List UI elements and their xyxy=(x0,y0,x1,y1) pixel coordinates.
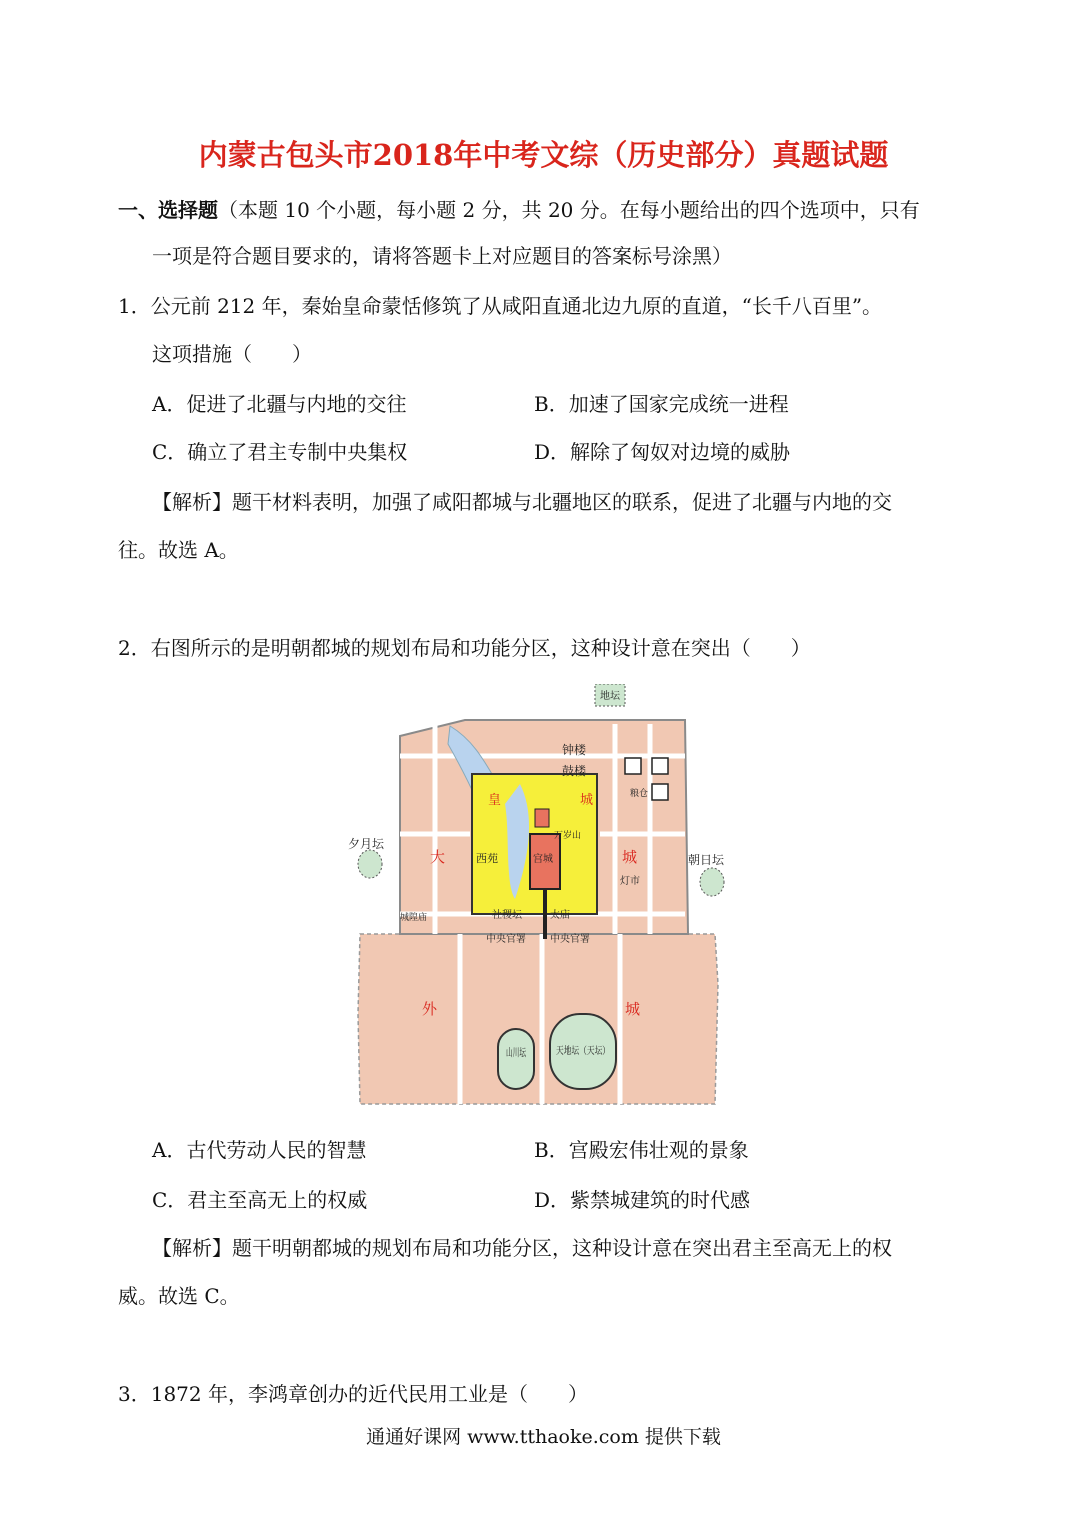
q2-analysis-line1: 【解析】题干明朝都城的规划布局和功能分区，这种设计意在突出君主至高无上的权 xyxy=(152,1236,892,1260)
q3-stem: 3．1872 年，李鸿章创办的近代民用工业是（ ） xyxy=(118,1382,588,1406)
label-xiyuetan: 夕月坛 xyxy=(348,837,385,851)
q1-option-d: D．解除了匈奴对边境的威胁 xyxy=(534,440,791,464)
label-zhongyang-left: 中央官署 xyxy=(486,934,526,945)
q2-analysis-line2: 威。故选 C。 xyxy=(118,1284,240,1308)
xiyuetan-altar xyxy=(358,850,382,878)
label-cheng-outer: 城 xyxy=(625,1000,641,1018)
q2-option-a: A．古代劳动人民的智慧 xyxy=(152,1138,367,1162)
q2-stem: 2．右图所示的是明朝都城的规划布局和功能分区，这种设计意在突出（ ） xyxy=(118,636,811,660)
label-chenghuangmiao: 城隍庙 xyxy=(400,913,428,923)
label-huang: 皇 xyxy=(488,793,502,808)
label-zhongyang-right: 中央官署 xyxy=(550,934,590,945)
label-wanshoushan: 万岁山 xyxy=(554,831,582,841)
page-footer: 通通好课网 www.tthaoke.com 提供下载 xyxy=(366,1426,721,1448)
label-liangcang: 粮仓 xyxy=(630,789,649,799)
label-cheng-inner: 城 xyxy=(622,848,638,866)
chaoritan-altar xyxy=(700,868,724,896)
label-zhonglou: 钟楼 xyxy=(562,743,587,757)
q1-option-c: C．确立了君主专制中央集权 xyxy=(152,440,408,464)
label-gulou: 鼓楼 xyxy=(562,764,587,778)
q2-option-d: D．紫禁城建筑的时代感 xyxy=(534,1188,751,1212)
label-xiyuan: 西苑 xyxy=(476,852,498,865)
q2-option-c: C．君主至高无上的权威 xyxy=(152,1188,368,1212)
q1-option-a: A．促进了北疆与内地的交往 xyxy=(152,392,407,416)
label-dengshi: 灯市 xyxy=(620,876,640,887)
section-desc-line2: 一项是符合题目要求的，请将答题卡上对应题目的答案标号涂黑） xyxy=(152,244,732,268)
q1-option-b: B．加速了国家完成统一进程 xyxy=(534,392,789,416)
label-ditan: 地坛 xyxy=(600,691,620,702)
label-chaoritan: 朝日坛 xyxy=(688,853,725,867)
label-taimiao: 太庙 xyxy=(550,910,570,921)
section-header xyxy=(118,196,920,224)
ming-capital-map xyxy=(330,684,750,1114)
q2-option-b: B．宫殿宏伟壮观的景象 xyxy=(534,1138,749,1162)
label-wai: 外 xyxy=(422,1000,438,1018)
outer-city xyxy=(358,934,718,1104)
page-title: 内蒙古包头市2018年中考文综（历史部分）真题试题 xyxy=(198,138,889,172)
q1-analysis-line2: 往。故选 A。 xyxy=(118,538,239,562)
label-gongcheng: 宫城 xyxy=(533,854,553,865)
label-da: 大 xyxy=(430,848,446,866)
shanchuantan-altar xyxy=(498,1029,534,1089)
q1-stem-line1: 1．公元前 212 年，秦始皇命蒙恬修筑了从咸阳直通北边九原的直道，“长千八百里”。 xyxy=(118,294,883,318)
section-head-label: 一、选择题 xyxy=(118,198,218,222)
q1-analysis-line1: 【解析】题干材料表明，加强了咸阳都城与北疆地区的联系，促进了北疆与内地的交 xyxy=(152,490,892,514)
label-cheng-huang: 城 xyxy=(580,793,594,808)
label-tianditan: 天地坛（天坛） xyxy=(556,1046,626,1057)
q1-stem-line2: 这项措施（ ） xyxy=(152,342,312,366)
label-shanchuantan: 山川坛 xyxy=(506,1046,527,1059)
label-shejitan: 社稷坛 xyxy=(492,910,522,921)
section-desc-line1: （本题 10 个小题，每小题 2 分，共 20 分。在每小题给出的四个选项中，只有 xyxy=(218,198,920,222)
